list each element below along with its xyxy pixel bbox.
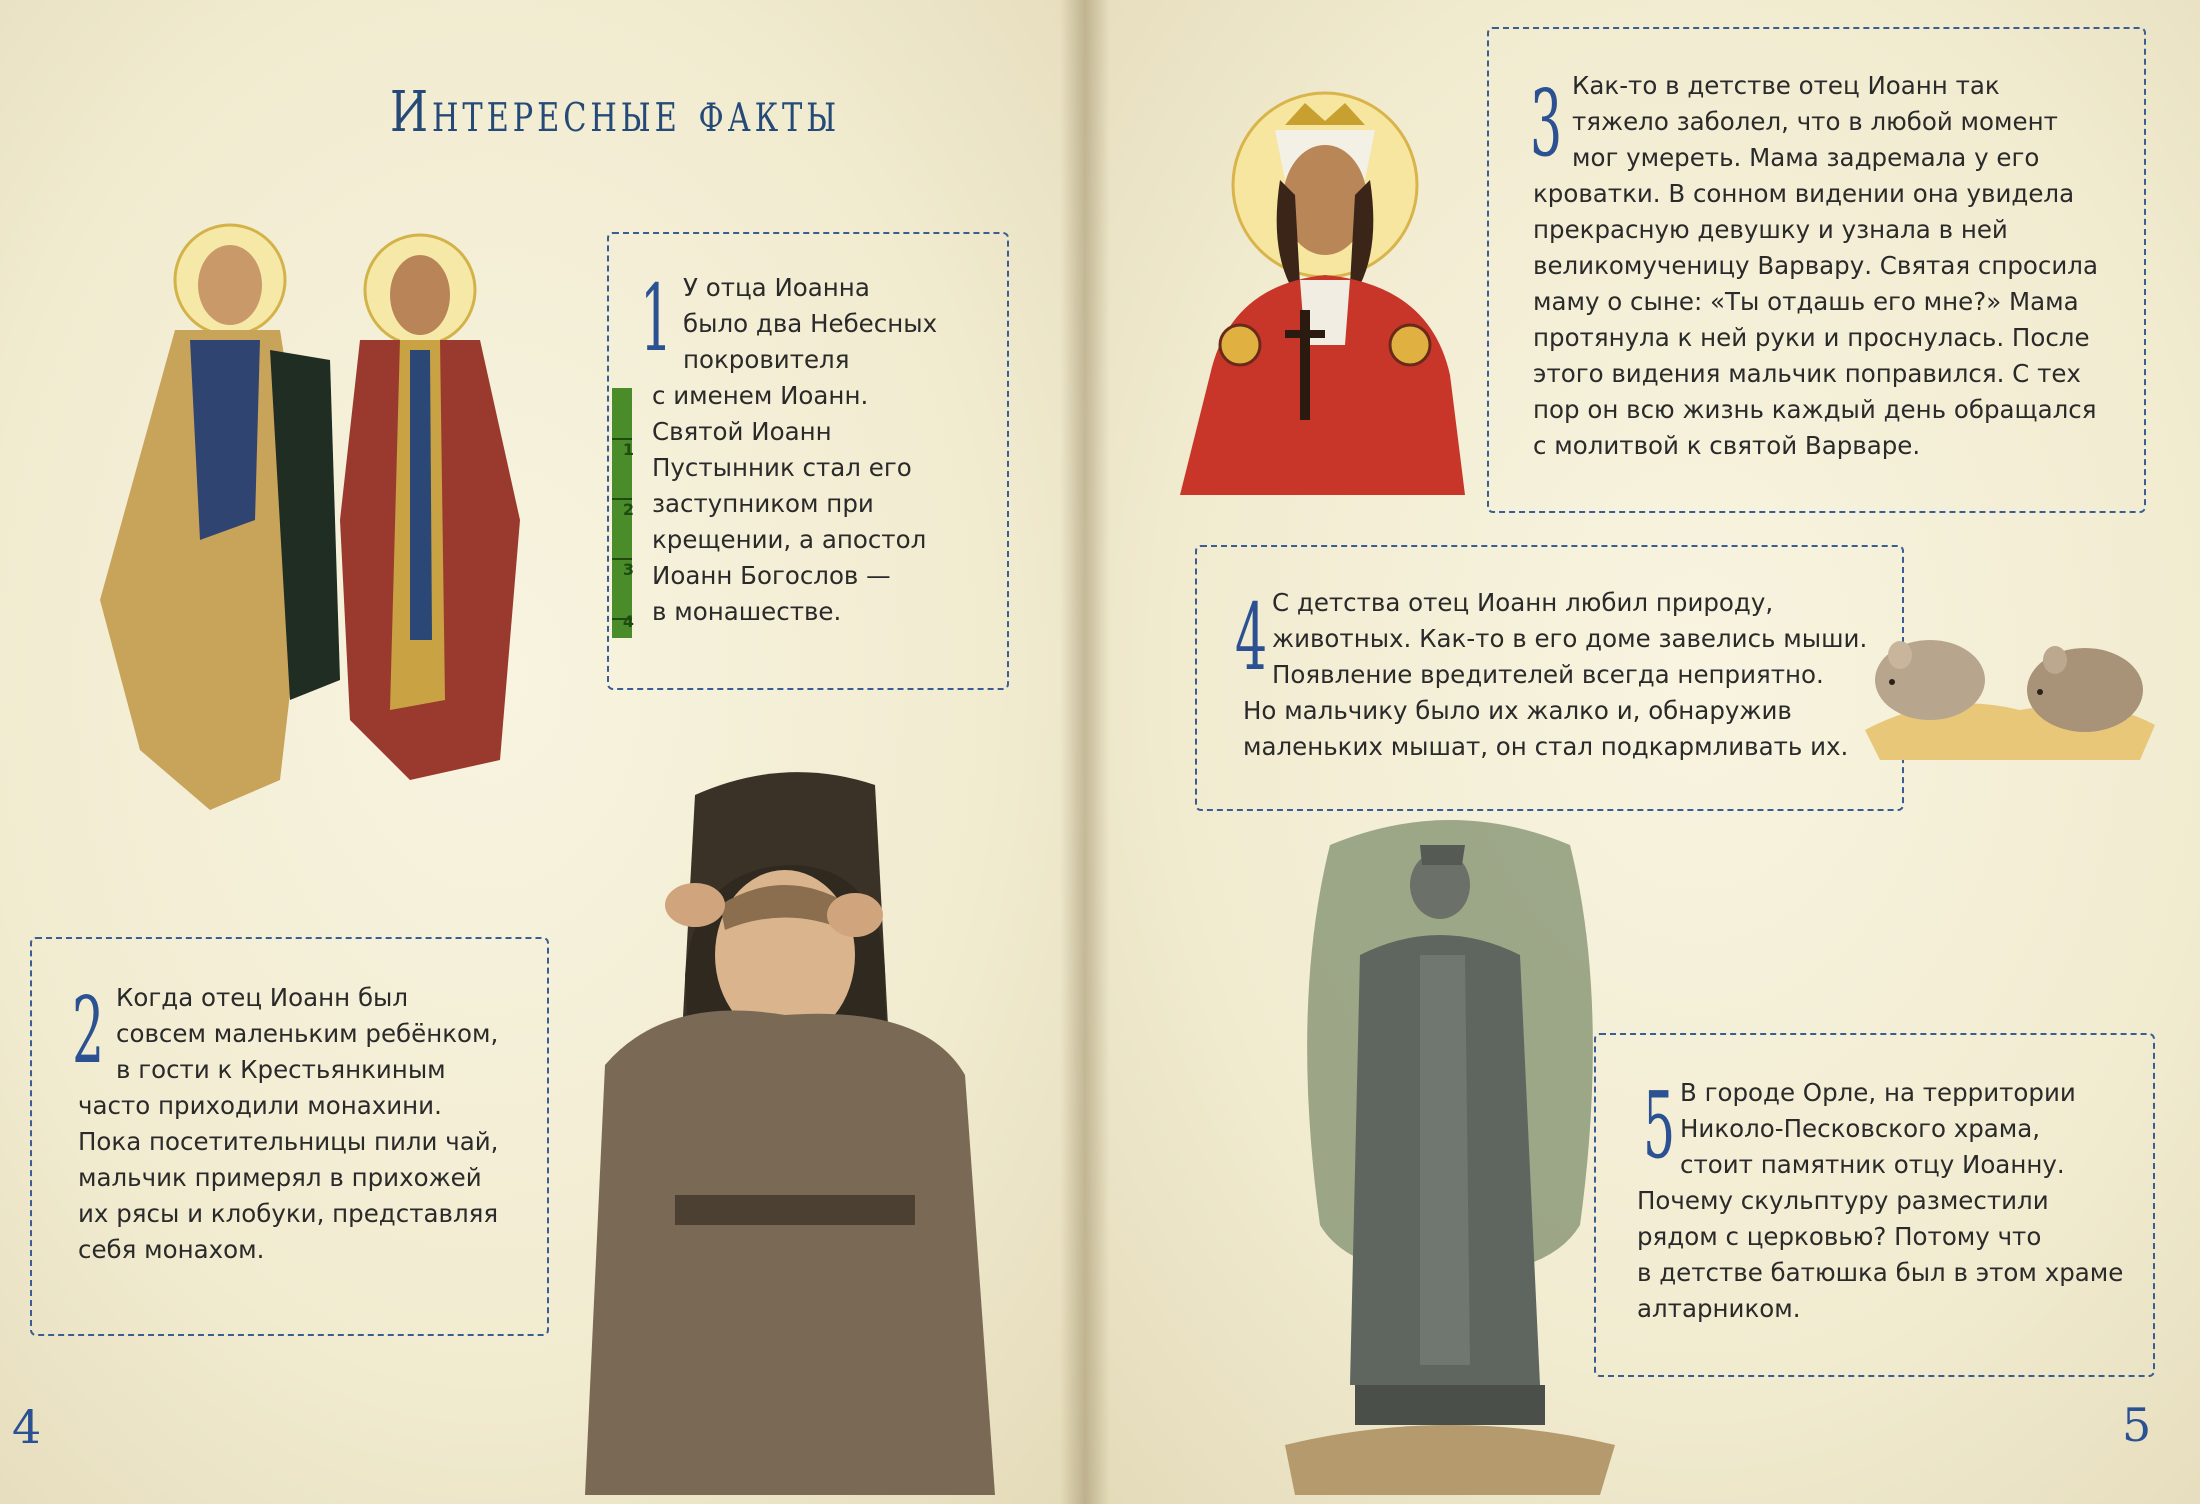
fact-1-text: У отца Иоанна было два Небесных покровителя xyxy=(683,273,938,374)
ruler-label: 2 xyxy=(622,500,634,519)
saint-barbara-icon-illustration xyxy=(1170,85,1480,505)
ruler-label: 4 xyxy=(622,612,634,631)
fact-1-text-cont: с именем Иоанн. Святой Иоанн Пустынник стал его заступником при крещении, а апостол Иоанн Богослов — в монашестве. xyxy=(652,381,927,626)
fact-5-number: 5 xyxy=(1643,1072,1676,1179)
mice-illustration xyxy=(1860,610,2160,765)
fact-3-number: 3 xyxy=(1530,70,1563,177)
boy-in-monk-hat-illustration xyxy=(545,735,1015,1495)
fact-4-text-cont: Но мальчику было их жалко и, обнаружив маленьких мышат, он стал подкармливать их. xyxy=(1243,696,1849,761)
fact-5-text: В городе Орле, на территории Николо-Песковского храма, стоит памятник отцу Иоанну. xyxy=(1680,1078,2076,1179)
fact-4-text: С детства отец Иоанн любил природу, животных. Как-то в его доме завелись мыши. Появление вредителей всегда неприятно. xyxy=(1272,588,1868,689)
fact-4-number: 4 xyxy=(1235,584,1268,691)
book-gutter xyxy=(1060,0,1110,1504)
fact-2-text-cont: часто приходили монахини. Пока посетительницы пили чай, мальчик примерял в прихожей их рясы и клобуки, представляя себя монахом. xyxy=(78,1091,499,1264)
monument-statue-illustration xyxy=(1270,805,1630,1495)
fact-2-text: Когда отец Иоанн был совсем маленьким ребёнком, в гости к Крестьянкиным xyxy=(116,983,499,1084)
page-title: Интересные факты xyxy=(390,80,841,145)
fact-3-text-cont: кроватки. В сонном видении она увидела прекрасную девушку и узнала в ней великомученицу Варвару. Святая спросила маму о сыне: «Ты отдашь его мне?» Мама протянула к ней руки и проснулась. После этого видения мальчик поправился. С тех пор он всю жизнь каждый день обращался с молитвой к святой Варваре. xyxy=(1533,179,2098,460)
fact-3-text: Как-то в детстве отец Иоанн так тяжело заболел, что в любой момент мог умереть. Мама задремала у его xyxy=(1572,71,2058,172)
fact-2-number: 2 xyxy=(72,977,105,1084)
ruler-label: 3 xyxy=(622,560,634,579)
fact-1-number: 1 xyxy=(640,265,673,372)
apostles-icon-illustration xyxy=(80,220,540,820)
fact-5-text-cont: Почему скульптуру разместили рядом с церковью? Потому что в детстве батюшка был в этом храме алтарником. xyxy=(1637,1186,2124,1323)
ruler-strip xyxy=(612,388,632,638)
page-number-right: 5 xyxy=(2122,1398,2152,1452)
page-number-left: 4 xyxy=(12,1400,42,1454)
ruler-label: 1 xyxy=(622,440,634,459)
